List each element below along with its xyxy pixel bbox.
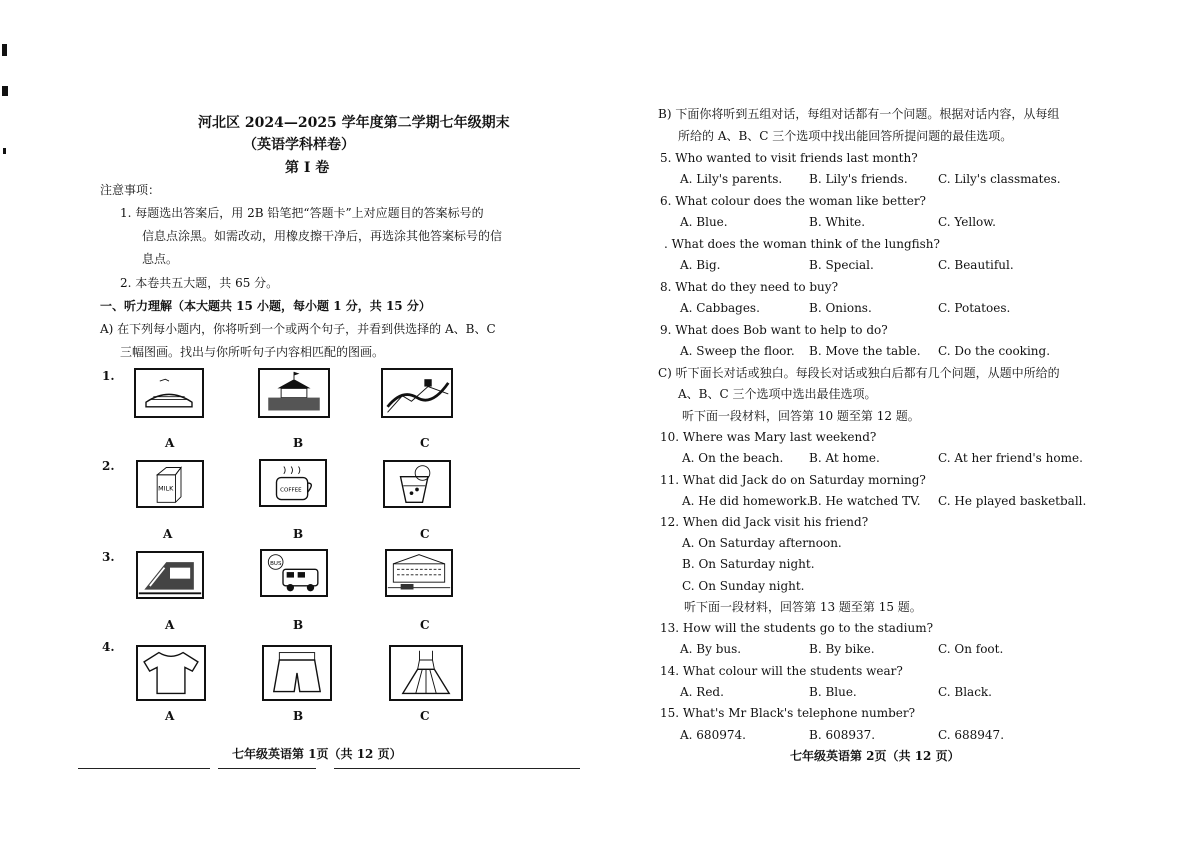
- q15-option-b: B. 608937.: [809, 728, 876, 742]
- q14-option-a: A. Red.: [680, 685, 724, 699]
- q11-option-a: A. He did homework.: [682, 494, 811, 508]
- q9-option-a: A. Sweep the floor.: [680, 344, 795, 358]
- scan-mark: [2, 86, 8, 96]
- option-label-b: B: [293, 436, 304, 450]
- svg-text:MILK: MILK: [158, 484, 174, 493]
- part-b-instruction-1: B) 下面你将听到五组对话，每组对话都有一个问题。根据对话内容，从每组: [658, 107, 1060, 121]
- footer-divider: [78, 768, 210, 769]
- part-c-instruction-2: A、B、C 三个选项中选出最佳选项。: [678, 387, 877, 401]
- option-label-c: C: [420, 436, 430, 450]
- question-13: 13. How will the students go to the stadium?: [660, 621, 933, 635]
- exam-subtitle: （英语学科样卷）: [243, 137, 355, 153]
- question-8: 8. What do they need to buy?: [660, 280, 838, 294]
- footer-divider: [334, 768, 580, 769]
- great-wall-picture: [381, 368, 453, 418]
- q7-option-a: A. Big.: [680, 258, 721, 272]
- exam-title: 河北区 2024—2025 学年度第二学期七年级期末: [198, 115, 510, 131]
- notice-1-line2: 信息点涂黑。如需改动，用橡皮擦干净后，再选涂其他答案标号的信: [142, 229, 503, 243]
- t-shirt-picture: [136, 645, 206, 701]
- stadium-picture: [134, 368, 204, 418]
- question-15: 15. What's Mr Black's telephone number?: [660, 706, 916, 720]
- q10-option-b: B. At home.: [809, 451, 880, 465]
- scan-mark: [2, 44, 7, 56]
- train-picture: [136, 551, 204, 599]
- option-label-c: C: [420, 709, 430, 723]
- option-label-a: A: [165, 709, 175, 723]
- question-7: . What does the woman think of the lungfish?: [664, 237, 940, 251]
- q15-option-a: A. 680974.: [680, 728, 746, 742]
- question-5: 5. Who wanted to visit friends last month?: [660, 151, 918, 165]
- option-label-a: A: [165, 436, 175, 450]
- svg-text:COFFEE: COFFEE: [280, 487, 302, 494]
- option-label-c: C: [420, 527, 430, 541]
- notice-heading: 注意事项：: [100, 183, 161, 197]
- part-c-instruction-4: 听下面一段材料，回答第 13 题至第 15 题。: [684, 600, 922, 614]
- q6-option-a: A. Blue.: [680, 215, 728, 229]
- q9-option-c: C. Do the cooking.: [938, 344, 1051, 358]
- left-page-footer: 七年级英语第 1页（共 12 页）: [232, 747, 402, 761]
- option-label-b: B: [293, 618, 304, 632]
- option-label-a: A: [163, 527, 173, 541]
- dress-picture: [389, 645, 463, 701]
- q11-option-b: B. He watched TV.: [809, 494, 921, 508]
- question-10: 10. Where was Mary last weekend?: [660, 430, 877, 444]
- part-a-instruction-2: 三幅图画。找出与你所听句子内容相匹配的图画。: [120, 345, 385, 359]
- q6-option-b: B. White.: [809, 215, 866, 229]
- q14-option-c: C. Black.: [938, 685, 992, 699]
- q8-option-b: B. Onions.: [809, 301, 872, 315]
- question-9: 9. What does Bob want to help to do?: [660, 323, 888, 337]
- q14-option-b: B. Blue.: [809, 685, 857, 699]
- question-6: 6. What colour does the woman like better?: [660, 194, 926, 208]
- q11-option-c: C. He played basketball.: [938, 494, 1087, 508]
- q13-option-a: A. By bus.: [680, 642, 742, 656]
- q13-option-b: B. By bike.: [809, 642, 875, 656]
- part-c-instruction-1: C) 听下面长对话或独白。每段长对话或独白后都有几个问题，从题中所给的: [658, 366, 1060, 380]
- question-number: 2.: [102, 459, 115, 473]
- q8-option-c: C. Potatoes.: [938, 301, 1011, 315]
- q8-option-a: A. Cabbages.: [680, 301, 760, 315]
- scan-mark: [3, 148, 6, 154]
- q10-option-c: C. At her friend's home.: [938, 451, 1083, 465]
- q5-option-c: C. Lily's classmates.: [938, 172, 1061, 186]
- footer-divider: [218, 768, 316, 769]
- q10-option-a: A. On the beach.: [682, 451, 784, 465]
- q7-option-b: B. Special.: [809, 258, 874, 272]
- q5-option-a: A. Lily's parents.: [680, 172, 783, 186]
- option-label-b: B: [293, 527, 304, 541]
- part-b-instruction-2: 所给的 A、B、C 三个选项中找出能回答所提问题的最佳选项。: [678, 129, 1013, 143]
- bus-picture: [260, 549, 328, 597]
- q5-option-b: B. Lily's friends.: [809, 172, 908, 186]
- svg-text:BUS: BUS: [270, 560, 282, 567]
- option-label-b: B: [293, 709, 304, 723]
- question-12: 12. When did Jack visit his friend?: [660, 515, 869, 529]
- notice-1-line3: 息点。: [142, 252, 179, 266]
- part-c-instruction-3: 听下面一段材料，回答第 10 题至第 12 题。: [682, 409, 920, 423]
- volume-title: 第 I 卷: [285, 160, 330, 176]
- question-number: 1.: [102, 369, 115, 383]
- q7-option-c: C. Beautiful.: [938, 258, 1014, 272]
- q6-option-c: C. Yellow.: [938, 215, 996, 229]
- q13-option-c: C. On foot.: [938, 642, 1004, 656]
- q12-option-c: C. On Sunday night.: [682, 579, 805, 593]
- shorts-picture: [262, 645, 332, 701]
- question-number: 3.: [102, 550, 115, 564]
- notice-2: 2. 本卷共五大题，共 65 分。: [120, 276, 279, 290]
- q15-option-c: C. 688947.: [938, 728, 1005, 742]
- section-1-heading: 一、听力理解（本大题共 15 小题，每小题 1 分，共 15 分）: [100, 299, 431, 313]
- milk-carton-picture: [136, 460, 204, 508]
- option-label-c: C: [420, 618, 430, 632]
- q9-option-b: B. Move the table.: [809, 344, 921, 358]
- notice-1-line1: 1. 每题选出答案后，用 2B 铅笔把“答题卡”上对应题目的答案标号的: [120, 206, 484, 220]
- part-a-instruction-1: A) 在下列每小题内，你将听到一个或两个句子，并看到供选择的 A、B、C: [100, 322, 496, 336]
- q12-option-a: A. On Saturday afternoon.: [682, 536, 842, 550]
- option-label-a: A: [165, 618, 175, 632]
- question-number: 4.: [102, 640, 115, 654]
- juice-glass-picture: [383, 460, 451, 508]
- tiananmen-picture: [258, 368, 330, 418]
- question-14: 14. What colour will the students wear?: [660, 664, 903, 678]
- question-11: 11. What did Jack do on Saturday morning?: [660, 473, 926, 487]
- q12-option-b: B. On Saturday night.: [682, 557, 815, 571]
- right-page-footer: 七年级英语第 2页（共 12 页）: [790, 749, 960, 763]
- street-scene-picture: [385, 549, 453, 597]
- coffee-cup-picture: [259, 459, 327, 507]
